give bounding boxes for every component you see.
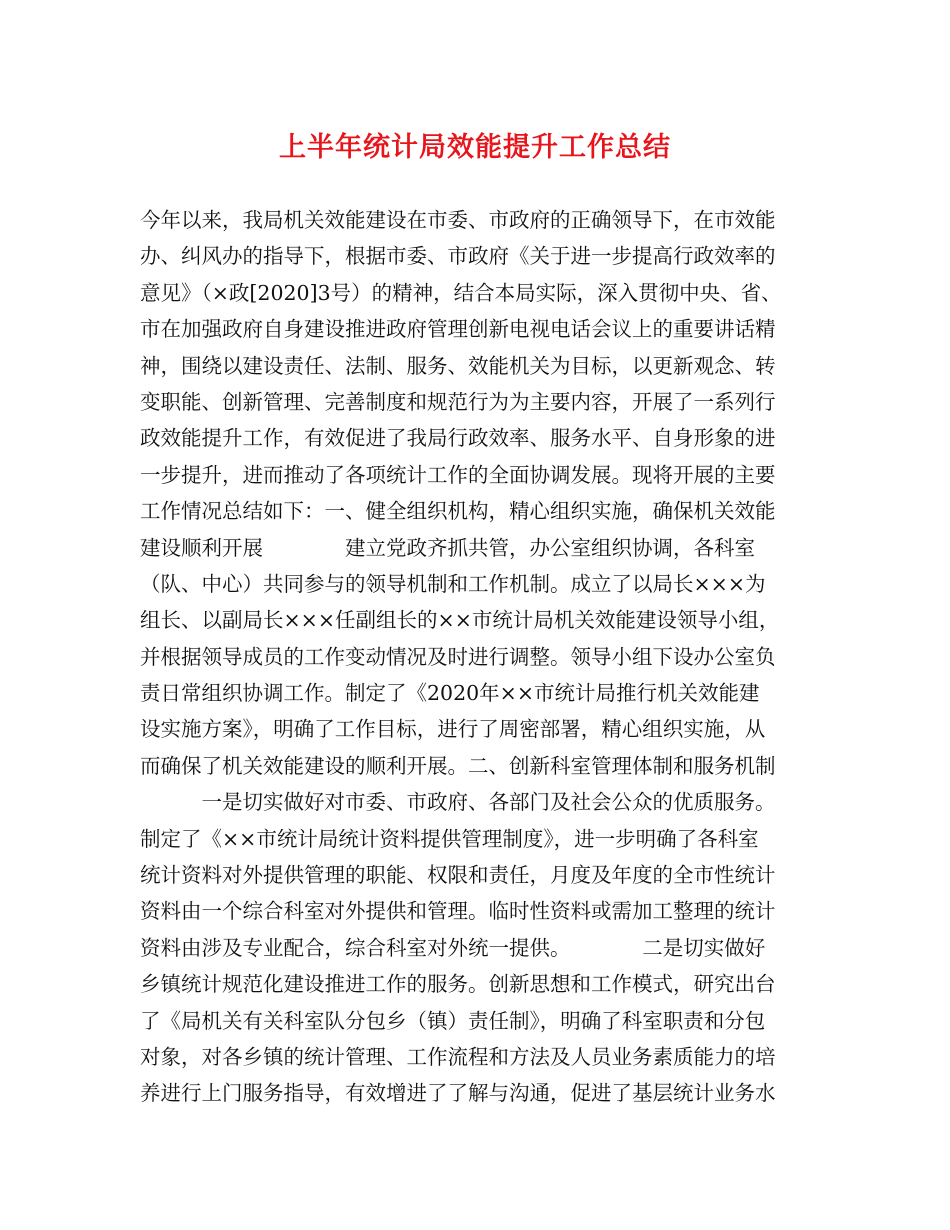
body-line: 意见》（×政[2020]3号）的精神，结合本局实际，深入贯彻中央、省、 [140,280,782,305]
body-line: 工作情况总结如下：一、健全组织机构，精心组织实施，确保机关效能 [140,499,776,524]
body-line: 办、纠风办的指导下，根据市委、市政府《关于进一步提高行政效率的 [140,244,776,269]
body-line: 制定了《××市统计局统计资料提供管理制度》，进一步明确了各科室 [140,826,759,851]
body-line: 设实施方案》，明确了工作目标，进行了周密部署，精心组织实施，从 [140,717,766,742]
body-line: 一步提升，进而推动了各项统计工作的全面协调发展。现将开展的主要 [140,462,776,487]
body-line: 一是切实做好对市委、市政府、各部门及社会公众的优质服务。 [140,790,776,815]
body-line: 资料由涉及专业配合，综合科室对外统一提供。 二是切实做好 [140,935,766,960]
body-line: 而确保了机关效能建设的顺利开展。二、创新科室管理体制和服务机制 [140,753,776,778]
body-line: 建设顺利开展 建立党政齐抓共管，办公室组织协调，各科室 [140,535,755,560]
body-line: 并根据领导成员的工作变动情况及时进行调整。领导小组下设办公室负 [140,644,776,669]
body-line: 乡镇统计规范化建设推进工作的服务。创新思想和工作模式，研究出台 [140,972,776,997]
body-line: 养进行上门服务指导，有效增进了了解与沟通，促进了基层统计业务水 [140,1081,776,1106]
body-line: 组长、以副局长×××任副组长的××市统计局机关效能建设领导小组， [140,608,780,633]
body-line: 今年以来，我局机关效能建设在市委、市政府的正确领导下，在市效能 [140,208,776,232]
body-line: 资料由一个综合科室对外提供和管理。临时性资料或需加工整理的统计 [140,899,776,924]
body-line: 统计资料对外提供管理的职能、权限和责任，月度及年度的全市性统计 [140,863,776,888]
body-line: 变职能、创新管理、完善制度和规范行为为主要内容，开展了一系列行 [140,389,776,414]
body-line: 市在加强政府自身建设推进政府管理创新电视电话会议上的重要讲话精 [140,317,776,342]
body-line: 政效能提升工作，有效促进了我局行政效率、服务水平、自身形象的进 [140,426,776,451]
body-line: 责日常组织协调工作。制定了《2020年××市统计局推行机关效能建 [140,681,760,706]
body-line: 了《局机关有关科室队分包乡（镇）责任制》，明确了科室职责和分包 [140,1008,766,1033]
body-line: 神，围绕以建设责任、法制、服务、效能机关为目标，以更新观念、转 [140,353,776,378]
document-title: 上半年统计局效能提升工作总结 [279,132,671,163]
body-line: 对象，对各乡镇的统计管理、工作流程和方法及人员业务素质能力的培 [140,1044,776,1069]
body-line: （队、中心）共同参与的领导机制和工作机制。成立了以局长×××为 [140,571,766,596]
document-body [140,202,820,1112]
